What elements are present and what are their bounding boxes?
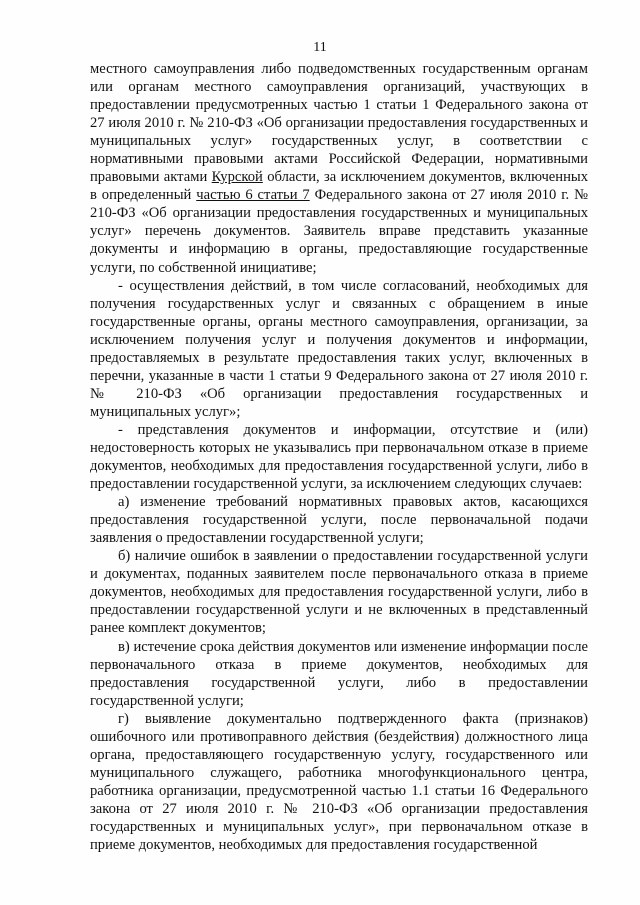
page-number: 11 xyxy=(313,40,327,55)
paragraph-text: б) наличие ошибок в заявлении о предоставлении государственной услуги и документах, поданных заявителем после первоначального отказа в приеме документов, необходимых для предоставления государственной услуги, либо в предоставлении государственной услуги и не включенных в представленный ранее комплект документов; xyxy=(90,548,588,637)
document-body xyxy=(90,60,588,854)
reference-link[interactable]: Курской xyxy=(211,169,263,186)
paragraph-p1 xyxy=(90,60,588,277)
paragraph-p5 xyxy=(90,547,588,637)
paragraph-text: в) истечение срока действия документов или изменение информации после первоначального отказа в приеме документов, необходимых для предоставления государственной услуги, либо в предоставлении государственной услуги; xyxy=(90,638,588,709)
paragraph-text: - осуществления действий, в том числе согласований, необходимых для получения государственных услуг и связанных с обращением в иные государственные органы, органы местного самоуправления, организации, за исключением получения услуг и получения документов и информации, предоставляемых в результате предоставления таких услуг, включенных в перечни, указанные в части 1 статьи 9 Федерального закона от 27 июля 2010 г. № 210-ФЗ «Об организации предоставления государственных и муниципальных услуг»; xyxy=(90,277,588,420)
paragraph-text: местного самоуправления либо подведомственных государственным органам или органам местного самоуправления организаций, участвующих в предоставлении предусмотренных частью 1 статьи 1 Федерального закона от 27 июля 2010 г. № 210-ФЗ «Об организации предоставления государственных и муниципальных услуг» государственных услуг, в соответствии с нормативными правовыми актами Российской Федерации, нормативными правовыми актами xyxy=(90,61,588,186)
paragraph-text: - представления документов и информации, отсутствие и (или) недостоверность которых не указывались при первоначальном отказе в приеме документов, необходимых для предоставления государственной услуги, либо в предоставлении государственной услуги, за исключением следующих случаев: xyxy=(90,421,588,493)
reference-link[interactable]: частью 6 статьи 7 xyxy=(196,187,310,204)
paragraph-p4 xyxy=(90,493,588,547)
paragraph-p3 xyxy=(90,421,588,493)
paragraph-text: а) изменение требований нормативных правовых актов, касающихся предоставления государственной услуги, после первоначальной подачи заявления о предоставлении государственной услуги; xyxy=(90,494,588,547)
paragraph-p2 xyxy=(90,277,588,421)
paragraph-p7 xyxy=(90,710,588,854)
paragraph-text: Федерального закона от 27 июля 2010 г. № 210-ФЗ «Об организации предоставления государственных и муниципальных услуг» перечень документов. Заявитель вправе представить указанные документы и информацию в органы, предоставляющие государственные услуги, по собственной инициативе; xyxy=(90,187,588,276)
paragraph-p6 xyxy=(90,638,588,710)
paragraph-text: г) выявление документально подтвержденного факта (признаков) ошибочного или противоправного действия (бездействия) должностного лица органа, предоставляющего государственную услугу, государственного или муниципального служащего, работника многофункционального центра, работника организации, предусмотренной частью 1.1 статьи 16 Федерального закона от 27 июля 2010 г. № 210-ФЗ «Об организации предоставления государственных и муниципальных услуг», при первоначальном отказе в приеме документов, необходимых для предоставления государственной xyxy=(90,710,588,854)
paragraph-text: области, за исключением документов, включенных в определенный xyxy=(90,169,588,204)
